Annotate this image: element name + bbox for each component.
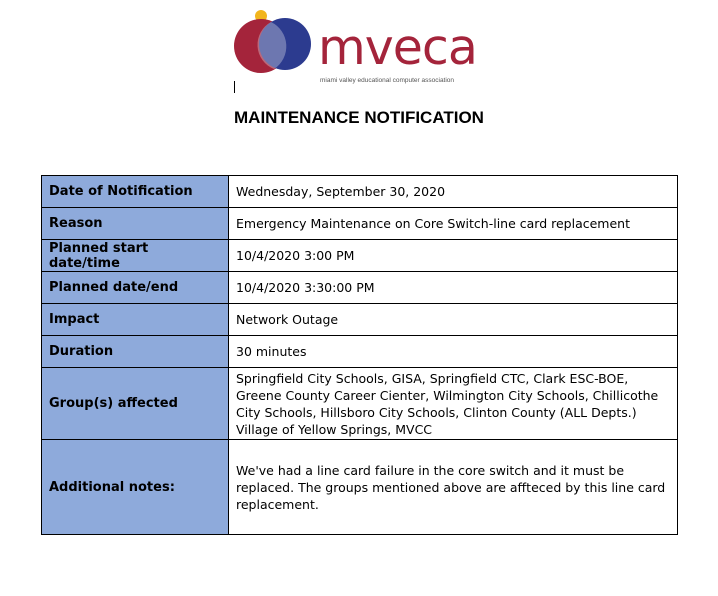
logo-wordmark: mveca bbox=[318, 19, 477, 76]
row-label-groups-affected: Group(s) affected bbox=[42, 368, 229, 440]
logo-circles-icon bbox=[230, 4, 320, 84]
row-value-impact: Network Outage bbox=[229, 304, 678, 336]
table-row bbox=[42, 240, 678, 272]
row-label-impact: Impact bbox=[42, 304, 229, 336]
row-label-additional-notes: Additional notes: bbox=[42, 440, 229, 535]
notification-table bbox=[41, 175, 678, 535]
page-title: MAINTENANCE NOTIFICATION bbox=[234, 108, 484, 127]
row-value-groups-affected: Springfield City Schools, GISA, Springfield CTC, Clark ESC-BOE, Greene County Career Cienter, Wilmington City Schools, Chillicothe City Schools, Hillsboro City Schools, Clinton County (ALL Depts.) Village of Yellow Springs, MVCC bbox=[229, 368, 678, 440]
table-row bbox=[42, 304, 678, 336]
row-label-duration: Duration bbox=[42, 336, 229, 368]
row-value-reason: Emergency Maintenance on Core Switch-line card replacement bbox=[229, 208, 678, 240]
text-cursor bbox=[234, 81, 235, 93]
row-value-duration: 30 minutes bbox=[229, 336, 678, 368]
table-row bbox=[42, 272, 678, 304]
row-value-planned-end: 10/4/2020 3:30:00 PM bbox=[229, 272, 678, 304]
table-row bbox=[42, 208, 678, 240]
table-row bbox=[42, 368, 678, 440]
logo-tagline: miami valley educational computer association bbox=[320, 77, 455, 84]
row-value-planned-start: 10/4/2020 3:00 PM bbox=[229, 240, 678, 272]
row-value-date-of-notification: Wednesday, September 30, 2020 bbox=[229, 176, 678, 208]
table-row bbox=[42, 176, 678, 208]
row-value-additional-notes: We've had a line card failure in the core switch and it must be replaced. The groups mentioned above are affteced by this line card replacement. bbox=[229, 440, 678, 535]
row-label-date-of-notification: Date of Notification bbox=[42, 176, 229, 208]
mveca-logo bbox=[230, 4, 492, 88]
row-label-planned-end: Planned date/end bbox=[42, 272, 229, 304]
table-row bbox=[42, 336, 678, 368]
row-label-planned-start: Planned start date/time bbox=[42, 240, 229, 272]
row-label-reason: Reason bbox=[42, 208, 229, 240]
table-row bbox=[42, 440, 678, 535]
